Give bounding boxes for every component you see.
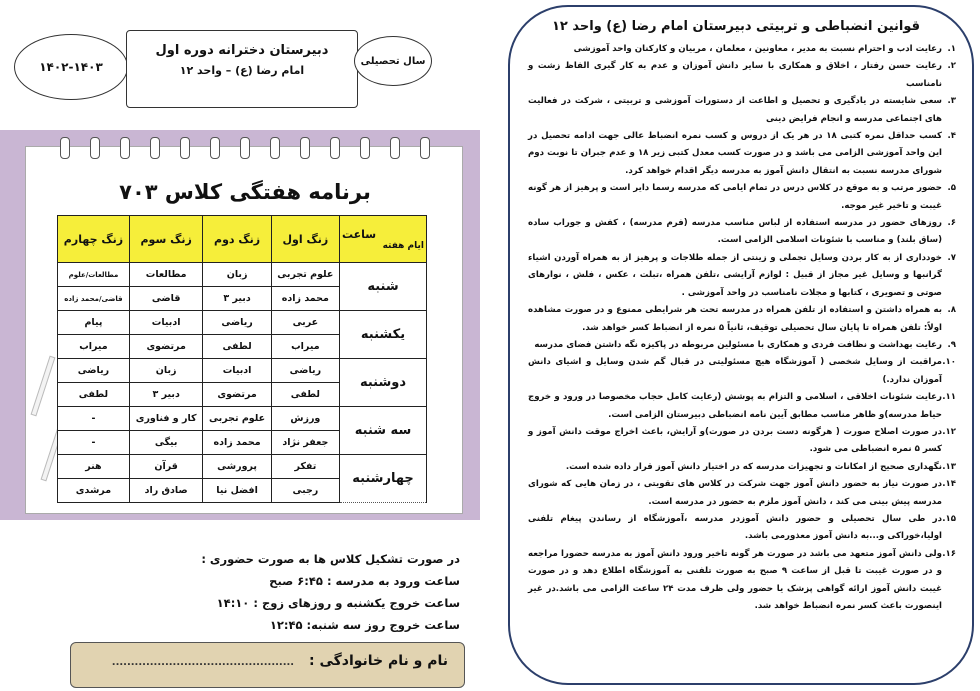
rule-number: ۵. <box>947 183 956 194</box>
column-header: زنگ چهارم <box>58 216 130 263</box>
teacher-cell: مرشدی <box>58 479 130 503</box>
binder-ring <box>390 137 400 159</box>
day-label: چهارشنبه <box>340 455 427 503</box>
subject-cell: پیام <box>58 311 130 335</box>
exit-time-tuesday: ساعت خروج روز سه شنبه: ۱۲:۴۵ <box>269 618 460 632</box>
subject-cell: ریاضی <box>203 311 271 335</box>
subject-cell: تفکر <box>271 455 339 479</box>
rule-text: سعی شایسته در یادگیری و تحصیل و اطاعت از دستورات آموزشی و تربیتی ، شرکت در فعالیت های اجتماعی مدرسه و انجام فرایض دینی <box>528 96 942 124</box>
rule-number: ۱۳. <box>942 461 956 472</box>
subject-cell: زبان <box>203 263 271 287</box>
subject-cell: مطالعات/علوم <box>58 263 130 287</box>
rule-text: در طی سال تحصیلی و حضور دانش آموزدر مدرسه ،آموزشگاه از رساندن پیغام تلفنی اولیا،خوراکی و...به دانش آموز معذورمی باشد. <box>528 513 942 542</box>
rules-title: قوانین انضباطی و تربیتی دبیرستان امام رضا (ع) واحد ۱۲ <box>551 19 921 34</box>
rule-item <box>528 58 956 93</box>
corner-bottom: ایام هفته <box>382 240 424 251</box>
subject-cell: قرآن <box>129 455 203 479</box>
rule-item <box>528 215 956 250</box>
entry-time: ساعت ورود به مدرسه : ۶:۴۵ صبح <box>269 574 460 588</box>
rule-item <box>528 302 956 337</box>
binder-ring <box>330 137 340 159</box>
rule-item <box>528 546 956 616</box>
subject-cell: ورزش <box>271 407 339 431</box>
rule-item <box>528 389 956 424</box>
subject-cell: کار و فناوری <box>129 407 203 431</box>
binder-ring <box>240 137 250 159</box>
subject-cell: ادبیات <box>129 311 203 335</box>
rule-item <box>528 180 956 215</box>
school-year-bubble <box>14 34 128 100</box>
exit-time-even-days: ساعت خروج یکشنبه و روزهای زوج : ۱۴:۱۰ <box>216 596 460 610</box>
teacher-cell: قاضی/محمد زاده <box>58 287 130 311</box>
school-name: دبیرستان دخترانه دوره اول <box>155 43 329 58</box>
rule-number: ۲. <box>947 61 956 72</box>
table-row <box>58 311 427 335</box>
teacher-cell: افضل نیا <box>203 479 271 503</box>
column-header: زنگ سوم <box>129 216 203 263</box>
teacher-cell: بیگی <box>129 431 203 455</box>
rule-number: ۱۲. <box>942 426 956 437</box>
day-label: شنبه <box>340 263 427 311</box>
table-row <box>58 407 427 431</box>
rule-text: نگهداری صحیح از امکانات و تجهیزات مدرسه که در اختیار دانش آموز قرار داده شده است. <box>565 461 942 472</box>
rule-text: در صورت نیاز به حضور دانش آموز جهت شرکت در کلاس های تقویتی ، در زمان هایی که شورای مدرسه پیش بینی می کند ، دانش آموز ملزم به حضور در مدرسه است. <box>528 479 942 507</box>
rule-number: ۱۰. <box>942 357 956 368</box>
corner-cell <box>340 216 427 263</box>
teacher-cell: مرتضوی <box>129 335 203 359</box>
teacher-cell: محمد زاده <box>203 431 271 455</box>
table-row <box>58 455 427 479</box>
rule-number: ۹. <box>947 339 956 350</box>
school-branch: امام رضا (ع) – واحد ۱۲ <box>179 64 305 77</box>
day-label: یکشنبه <box>340 311 427 359</box>
teacher-cell: جعفر نژاد <box>271 431 339 455</box>
rules-list <box>528 41 956 615</box>
rule-number: ۱۱. <box>942 392 956 403</box>
session-label: سال تحصیلی <box>360 55 426 67</box>
binder-ring <box>420 137 430 159</box>
subject-cell: ریاضی <box>58 359 130 383</box>
name-label: نام و نام خانوادگی : <box>308 653 448 669</box>
subject-cell: مطالعات <box>129 263 203 287</box>
binder-ring <box>60 137 70 159</box>
rule-item <box>528 511 956 546</box>
rule-item <box>528 424 956 459</box>
schedule-header-row <box>58 216 427 263</box>
subject-cell: - <box>58 407 130 431</box>
schedule-title: برنامه هفتگی کلاس ۷۰۳ <box>119 180 371 204</box>
binder-ring <box>210 137 220 159</box>
school-title-box <box>126 30 358 108</box>
rule-number: ۱. <box>947 44 956 54</box>
rule-text: ولی دانش آموز متعهد می باشد در صورت هر گونه تاخیر ورود دانش آموز به مدرسه حضورا مراجعه و در صورت غیبت تا قبل از ساعت ۹ صبح به صورت تلفنی به آموزشگاه اطلاع دهد و در صورت غیبت دانش آموز ارائه گواهی پزشک یا حضور ولی ظرف مدت ۲۴ ساعت الزامی می باشد.در غیر اینصورت باعث کسر نمره انضباط خواهد شد. <box>528 548 942 611</box>
column-header: زنگ اول <box>271 216 339 263</box>
rule-text: رعایت بهداشت و نظافت فردی و همکاری با مسئولین مربوطه در پاکیزه نگه داشتن فضای مدرسه <box>534 339 942 350</box>
subject-cell: علوم تجربی <box>203 407 271 431</box>
teacher-cell: رجبی <box>271 479 339 503</box>
binder-ring <box>300 137 310 159</box>
rule-item <box>528 41 956 58</box>
subject-cell: ادبیات <box>203 359 271 383</box>
rule-text: در صورت اصلاح صورت ( هرگونه دست بردن در صورت)و آرایش، باعث اخراج موقت دانش آموز و کسر ۵ نمره انضباطی می شود. <box>528 426 942 455</box>
binder-ring <box>180 137 190 159</box>
rule-number: ۴. <box>947 131 956 142</box>
timing-info <box>190 548 460 636</box>
rule-text: به همراه داشتن و استفاده از تلفن همراه در مدرسه تحت هر شرایطی ممنوع و در صورت مشاهده اولاً: تلفن همراه تا پایان سال تحصیلی توقیف، ثانیاً ۵ نمره از انضباط کسر خواهد شد. <box>528 305 942 333</box>
teacher-cell: صادق راد <box>129 479 203 503</box>
binder-ring <box>150 137 160 159</box>
subject-cell: علوم تجربی <box>271 263 339 287</box>
teacher-cell: محمد زاده <box>271 287 339 311</box>
teacher-cell: لطفی <box>58 383 130 407</box>
rule-number: ۶. <box>947 218 956 229</box>
rule-text: رعایت حسن رفتار ، اخلاق و همکاری با سایر دانش آموزان و عدم به کار گیری الفاظ زشت و نامناسب <box>528 61 942 89</box>
subject-cell: زبان <box>129 359 203 383</box>
rule-item <box>528 354 956 389</box>
rule-number: ۳. <box>947 96 956 107</box>
table-row <box>58 359 427 383</box>
rule-number: ۱۵. <box>942 513 956 524</box>
rule-text: کسب حداقل نمره کتبی ۱۸ در هر یک از دروس و کسب نمره انضباط عالی جهت ادامه تحصیل در این واحد آموزشی الزامی می باشد و در صورت کسب معدل کتبی زیر ۱۸ و عدم جبران تا نوبت دوم شورای مدرسه نسبت به انتقال دانش آموز به مدرسه دیگر اقدام خواهد کرد. <box>528 131 942 176</box>
teacher-cell: دبیر ۳ <box>203 287 271 311</box>
column-header: زنگ دوم <box>203 216 271 263</box>
rule-number: ۷. <box>947 252 956 263</box>
binder-ring <box>120 137 130 159</box>
rule-text: خودداری از به کار بردن وسایل تجملی و زینتی از جمله طلاجات و پرهیز از به همراه آوردن اشیاء گرانبها و وسایل غیر مجاز از قبیل : لوازم آرایشی ،تلفن همراه ،تبلت ، عکس ، فلش ، نوارهای صوتی و تصویری ، کتابها و مجلات نامناسب در واحد آموزشی . <box>528 252 942 298</box>
rule-text: روزهای حضور در مدرسه استفاده از لباس مناسب مدرسه (فرم مدرسه) ، کفش و جوراب ساده (ساق بلند) و مناسب با شئونات اسلامی الزامی است. <box>528 218 942 246</box>
rule-text: رعایت ادب و احترام نسبت به مدیر ، معاونین ، معلمان ، مربیان و کارکنان واحد آموزشی <box>573 44 942 54</box>
subject-cell: ریاضی <box>271 359 339 383</box>
rule-item <box>528 93 956 128</box>
binder-ring <box>90 137 100 159</box>
rule-number: ۱۶. <box>942 548 956 559</box>
teacher-cell: میراب <box>271 335 339 359</box>
session-bubble <box>354 36 432 86</box>
teacher-cell: لطفی <box>203 335 271 359</box>
day-label: دوشنبه <box>340 359 427 407</box>
school-year: ۱۴۰۲-۱۴۰۳ <box>39 60 103 74</box>
rule-text: حضور مرتب و به موقع در کلاس درس در تمام ایامی که مدرسه رسما دایر است و پرهیز از هر گونه غیبت و تاخیر غیر موجه. <box>528 183 942 211</box>
teacher-cell: مرتضوی <box>203 383 271 407</box>
binder-ring <box>270 137 280 159</box>
name-dots: ................................................ <box>111 657 295 668</box>
teacher-cell: دبیر ۳ <box>129 383 203 407</box>
subject-cell: پرورشی <box>203 455 271 479</box>
table-row <box>58 263 427 287</box>
subject-cell: هنر <box>58 455 130 479</box>
teacher-cell: میراب <box>58 335 130 359</box>
rule-item <box>528 128 956 180</box>
day-label: سه شنبه <box>340 407 427 455</box>
rule-item <box>528 476 956 511</box>
schedule-table <box>57 215 427 503</box>
rule-text: رعایت شئونات اخلاقی ، اسلامی و التزام به پوشش (رعایت کامل حجاب مخصوصا در ورود و خروج حیاط مدرسه)و ظاهر مناسب مطابق آیین نامه انضباطی دبیرستان الزامی است. <box>528 392 942 420</box>
rule-text: مراقبت از وسایل شخصی ( آموزشگاه هیچ مسئولیتی در قبال گم شدن وسایل و اشیای دانش آموزان ندارد.) <box>528 357 942 385</box>
corner-top: ساعت <box>342 227 377 241</box>
teacher-cell: لطفی <box>271 383 339 407</box>
rule-item <box>528 250 956 302</box>
binder-ring <box>360 137 370 159</box>
timing-intro: در صورت تشکیل کلاس ها به صورت حضوری : <box>201 552 460 566</box>
rule-item <box>528 459 956 476</box>
subject-cell: عربی <box>271 311 339 335</box>
teacher-cell: - <box>58 431 130 455</box>
rule-number: ۱۴. <box>942 479 956 490</box>
rule-number: ۸. <box>947 305 956 316</box>
teacher-cell: قاضی <box>129 287 203 311</box>
rule-item <box>528 337 956 354</box>
name-field-box[interactable] <box>70 642 465 688</box>
rules-panel <box>508 5 974 685</box>
